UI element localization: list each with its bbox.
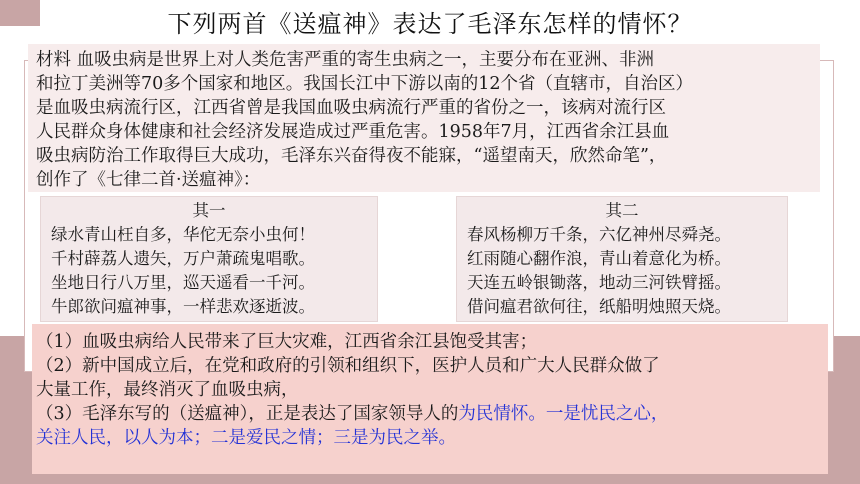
poem-line: 红雨随心翻作浪，青山着意化为桥。 [467, 249, 731, 268]
poem-line: 绿水青山枉自多，华佗无奈小虫何！ [51, 225, 315, 244]
analysis-point-1: （1）血吸虫病给人民带来了巨大灾难，江西省余江县饱受其害； [36, 332, 538, 352]
material-line: 是血吸虫病流行区，江西省曾是我国血吸虫病流行严重的省份之一，该病对流行区 [36, 98, 666, 118]
material-line: 材料 血吸虫病是世界上对人类危害严重的寄生虫病之一，主要分布在亚洲、非洲 [36, 50, 655, 70]
analysis-point-2-cont: 大量工作，最终消灭了血吸虫病， [36, 380, 299, 400]
poem-line: 牛郎欲问瘟神事，一样悲欢逐逝波。 [51, 297, 315, 316]
poem-line: 借问瘟君欲何往，纸船明烛照天烧。 [467, 297, 731, 316]
analysis-point-2: （2）新中国成立后，在党和政府的引领和组织下，医护人员和广大人民群众做了 [36, 356, 660, 376]
material-text-box [28, 44, 820, 192]
poem-one-box [40, 196, 378, 322]
poem-line: 坐地日行八万里，巡天遥看一千河。 [51, 273, 315, 292]
material-line: 和拉丁美洲等70多个国家和地区。我国长江中下游以南的12个省（直辖市，自治区） [36, 74, 694, 94]
analysis-point-3 [36, 402, 828, 426]
poem-line: 天连五岭银锄落，地动三河铁臂摇。 [467, 273, 731, 292]
analysis-point-3-text: （3）毛泽东写的（送瘟神），正是表达了国家领导人的 [36, 404, 459, 424]
poem-two-heading: 其二 [605, 201, 639, 220]
poem-two-box [456, 196, 788, 322]
poem-one-heading: 其一 [192, 201, 226, 220]
page-title: 下列两首《送瘟神》表达了毛泽东怎样的情怀？ [167, 10, 693, 38]
highlight-text-cont: 关注人民，以人为本；二是爱民之情；三是为民之举。 [36, 428, 456, 448]
analysis-answer-box [32, 324, 828, 474]
highlight-text: 为民情怀。一是忧民之心， [458, 404, 669, 424]
material-line: 创作了《七律二首·送瘟神》： [36, 170, 261, 190]
poem-line: 千村薜荔人遗矢，万户萧疏鬼唱歌。 [51, 249, 315, 268]
poem-line: 春风杨柳万千条，六亿神州尽舜尧。 [467, 225, 731, 244]
material-line: 吸虫病防治工作取得巨大成功，毛泽东兴奋得夜不能寐，“遥望南天，欣然命笔”， [36, 146, 667, 166]
material-line: 人民群众身体健康和社会经济发展造成过严重危害。1958年7月，江西省余江县血 [36, 122, 670, 142]
